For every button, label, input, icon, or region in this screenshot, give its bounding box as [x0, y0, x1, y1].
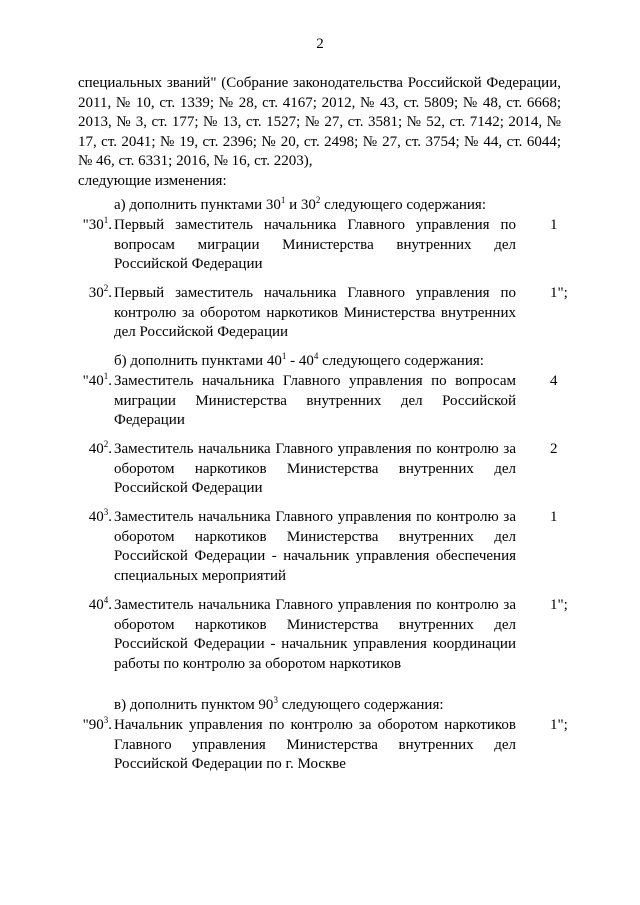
entry-description: Первый заместитель начальника Главного управления по вопросам миграции Министерства внутренних дел Российской Федерации [114, 217, 516, 272]
entry-number: $40^4$. [88, 595, 112, 613]
section-a-heading: а) дополнить пунктами $30^1$ и $30^2$ следующего содержания: [114, 195, 486, 213]
section-c-heading: в) дополнить пунктом $90^3$ следующего содержания: [114, 695, 444, 713]
entry-quantity: 2 [550, 441, 558, 457]
intro-last-line: следующие изменения: [78, 172, 227, 189]
entry-quantity: 1"; [550, 285, 568, 301]
page-number: 2 [316, 36, 324, 52]
intro-paragraph [78, 74, 561, 191]
entry-quantity: 1 [550, 217, 558, 233]
entry-number: $40^3$. [88, 507, 112, 525]
entry-description: Первый заместитель начальника Главного управления по контролю за оборотом наркотиков Министерства внутренних дел Российской Федерации [114, 285, 516, 340]
entry-description: Начальник управления по контролю за оборотом наркотиков Главного управления Министерства внутренних дел Российской Федерации по г. Москве [114, 717, 516, 772]
entry-description: Заместитель начальника Главного управления по контролю за оборотом наркотиков Министерства внутренних дел Российской Федерации - начальник управления обеспечения специальных мероприятий [114, 509, 516, 584]
entry-number: $40^2$. [88, 439, 112, 457]
section-b-heading: б) дополнить пунктами $40^1 - 40^4$ следующего содержания: [114, 351, 484, 369]
entry-number: "$90^3$. [82, 715, 112, 733]
entry-quantity: 1"; [550, 597, 568, 613]
entry-description: Заместитель начальника Главного управления по контролю за оборотом наркотиков Министерства внутренних дел Российской Федерации [114, 441, 516, 496]
entry-quantity: 4 [550, 373, 558, 389]
entry-description: Заместитель начальника Главного управления по контролю за оборотом наркотиков Министерства внутренних дел Российской Федерации - начальник управления координации работы по контролю за оборотом наркотиков [114, 597, 516, 672]
intro-text: специальных званий" (Собрание законодательства Российской Федерации, 2011, № 10, ст. 1339; № 28, ст. 4167; 2012, № 43, ст. 5809; № 48, ст. 6668; 2013, № 3, ст. 177; № 13, ст. 1527; № 27, ст. 3581; № 52, ст. 7142; 2014, № 17, ст. 2041; № 19, ст. 2396; № 20, ст. 2498; № 27, ст. 3754; № 44, ст. 6044; № 46, ст. 6331; 2016, № 16, ст. 2203), [78, 75, 561, 169]
entry-quantity: 1 [550, 509, 558, 525]
entry-quantity: 1"; [550, 717, 568, 733]
entry-number: "$30^1$. [82, 215, 112, 233]
entry-description: Заместитель начальника Главного управления по вопросам миграции Министерства внутренних дел Российской Федерации [114, 373, 516, 428]
entry-number: "$40^1$. [82, 371, 112, 389]
entry-number: $30^2$. [88, 283, 112, 301]
